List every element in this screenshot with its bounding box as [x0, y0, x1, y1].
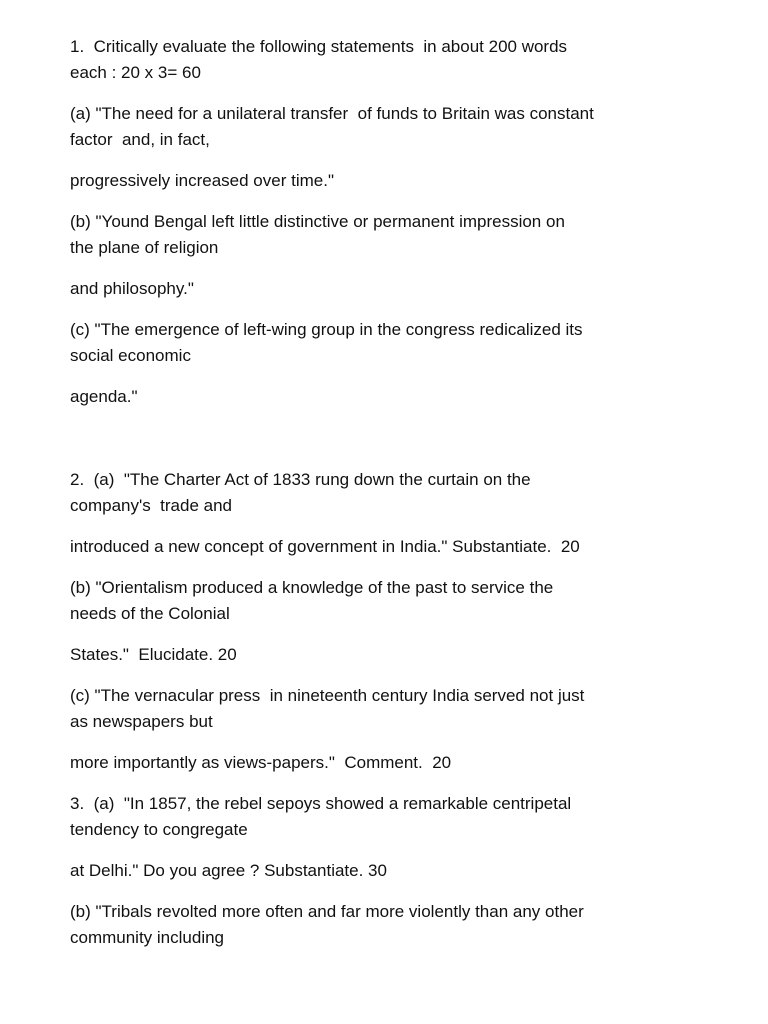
question-1-instruction: 1. Critically evaluate the following statements in about 200 words each : 20 x 3= 60 — [70, 37, 568, 82]
question-1c-part-1: (c) "The emergence of left-wing group in the congress redicalized its social economic — [70, 320, 583, 365]
question-2c-part-1: (c) "The vernacular press in nineteenth century India served not just as newspapers but — [70, 686, 585, 731]
section-gap — [70, 425, 698, 467]
question-2b-part-2: States." Elucidate. 20 — [70, 645, 237, 664]
question-3a-part-1: 3. (a) "In 1857, the rebel sepoys showed a remarkable centripetal tendency to congregate — [70, 794, 572, 839]
question-3b-part-1: (b) "Tribals revolted more often and far more violently than any other community including — [70, 902, 584, 947]
question-3a-part-2: at Delhi." Do you agree ? Substantiate. 30 — [70, 861, 387, 880]
question-2a-part-1: 2. (a) "The Charter Act of 1833 rung down the curtain on the company's trade and — [70, 470, 531, 515]
question-1c-part-2: agenda." — [70, 387, 138, 406]
question-2c-part-2: more importantly as views-papers." Comment. 20 — [70, 753, 452, 772]
question-1a-part-2: progressively increased over time." — [70, 171, 334, 190]
question-1b-part-1: (b) "Yound Bengal left little distinctive or permanent impression on the plane of religion — [70, 212, 565, 257]
question-1a-part-1: (a) "The need for a unilateral transfer of funds to Britain was constant factor and, in fact, — [70, 104, 594, 149]
question-1b-part-2: and philosophy." — [70, 279, 194, 298]
question-2b-part-1: (b) "Orientalism produced a knowledge of the past to service the needs of the Colonial — [70, 578, 554, 623]
question-2a-part-2: introduced a new concept of government in India." Substantiate. 20 — [70, 537, 580, 556]
